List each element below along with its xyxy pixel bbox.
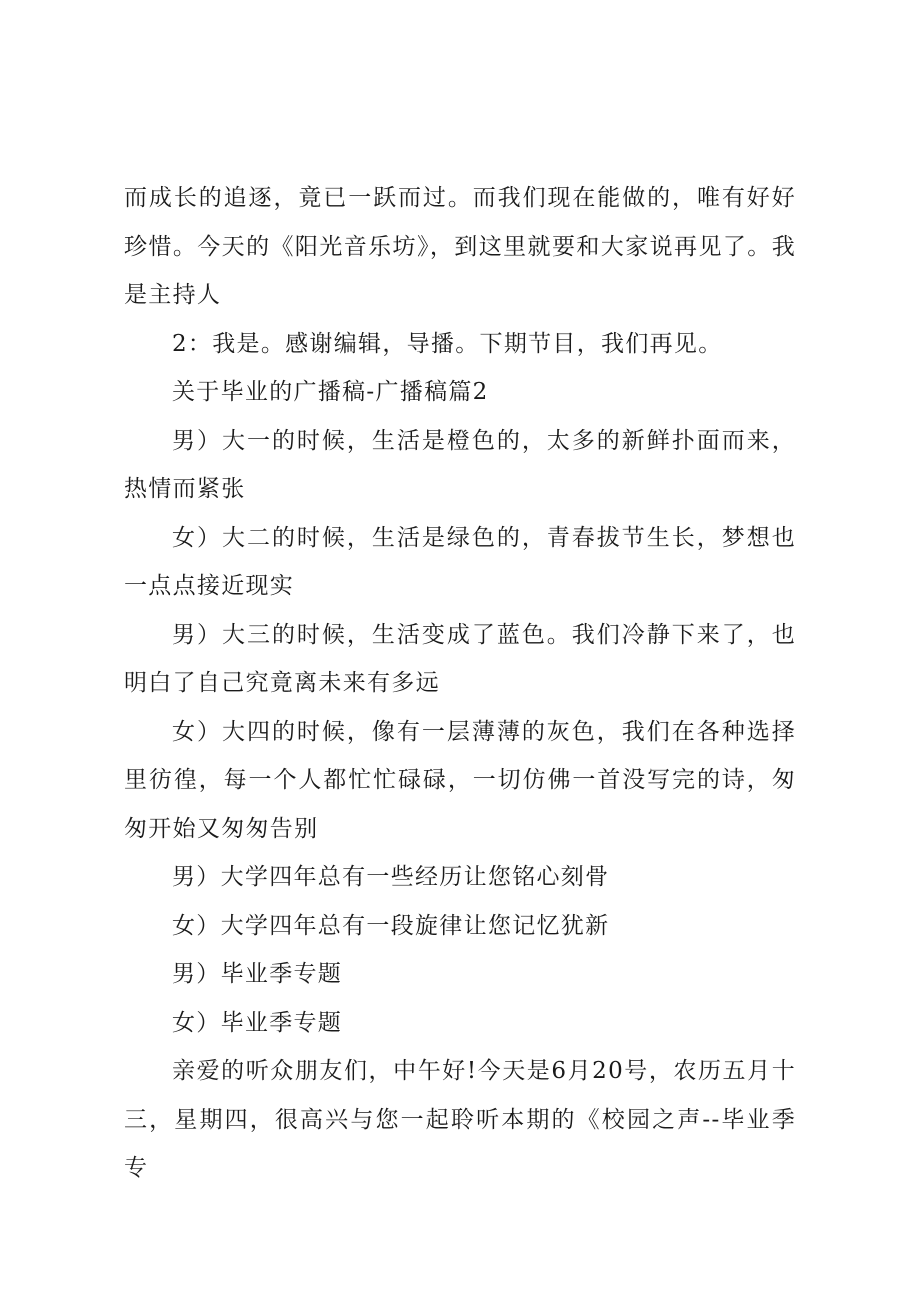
- paragraph-continued: 而成长的追逐，竟已一跃而过。而我们现在能做的，唯有好好珍惜。今天的《阳光音乐坊》，到这里就要和大家说再见了。我是主持人: [124, 185, 796, 308]
- paragraph: 女）毕业季专题: [172, 1009, 343, 1036]
- paragraph: 男）大三的时候，生活变成了蓝色。我们冷静下来了，也明白了自己究竟离未来有多远: [124, 621, 796, 696]
- paragraph: 男）大一的时候，生活是橙色的，太多的新鲜扑面而来，热情而紧张: [124, 427, 796, 502]
- paragraph: 男）大学四年总有一些经历让您铭心刻骨: [172, 864, 610, 890]
- paragraph: 男）毕业季专题: [172, 961, 343, 987]
- document-body: [124, 174, 796, 1193]
- paragraph: 女）大二的时候，生活是绿色的，青春拔节生长，梦想也一点点接近现实: [124, 524, 796, 599]
- section-heading: 关于毕业的广播稿-广播稿篇2: [172, 379, 489, 405]
- paragraph: 女）大学四年总有一段旋律让您记忆犹新: [172, 912, 610, 939]
- paragraph: 女）大四的时候，像有一层薄薄的灰色，我们在各种选择里彷徨，每一个人都忙忙碌碌，一切仿佛一首没写完的诗，匆匆开始又匆匆告别: [124, 718, 796, 842]
- paragraph: 2：我是。感谢编辑，导播。下期节目，我们再见。: [172, 330, 723, 357]
- paragraph: 亲爱的听众朋友们，中午好!今天是6月20号，农历五月十三，星期四，很高兴与您一起聆听本期的《校园之声--毕业季专: [124, 1058, 796, 1181]
